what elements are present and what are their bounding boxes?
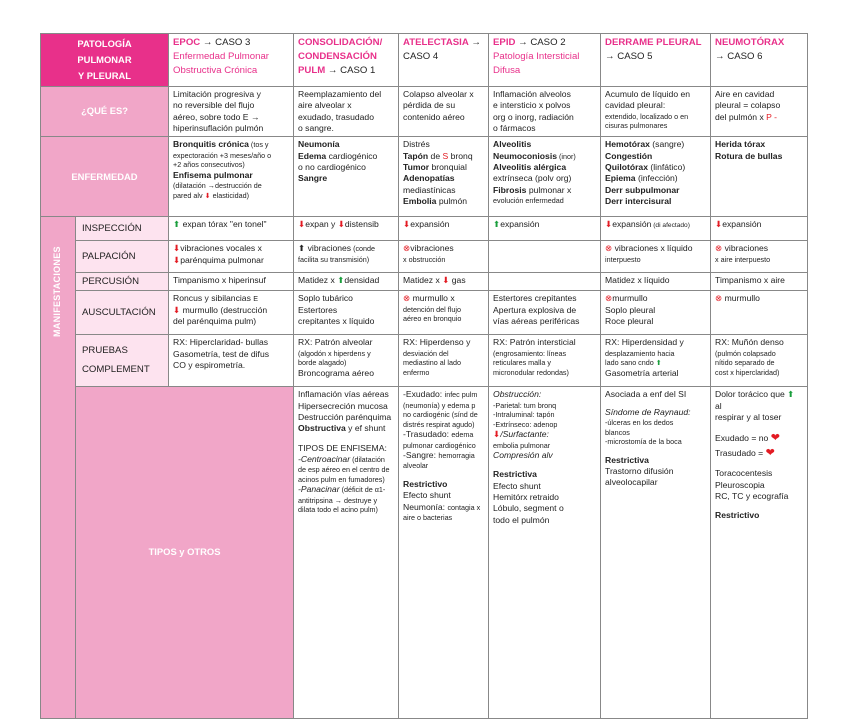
arrow-down-icon: ⬇ — [173, 243, 181, 254]
row-label-que-es: ¿QUÉ ES? — [41, 86, 169, 136]
header-neumotorax: NEUMOTÓRAX → CASO 6 — [711, 34, 808, 87]
no-entry-icon: ⊗ — [715, 293, 723, 304]
enfermedad-atelectasia: Distrés Tapón de S bronq Tumor bronquial Adenopatías mediastínicas Embolia pulmón — [399, 137, 489, 217]
pruebas-derrame: RX: Hiperdensidad y desplazamiento hacia lado sano cndo ⬆ Gasometría arterial — [601, 335, 711, 387]
percusion-epid — [489, 273, 601, 291]
pruebas-atelectasia: RX: Hiperdenso y desviación del mediastino al lado enfermo — [399, 335, 489, 387]
row-label-enfermedad: ENFERMEDAD — [41, 137, 169, 217]
arrow-down-icon: ⬇ — [173, 304, 181, 315]
pruebas-epoc: RX: Hiperclaridad- bullas Gasometría, test de difus CO y espirometría. — [169, 335, 294, 387]
inspeccion-atelectasia: ⬇expansión — [399, 217, 489, 241]
arrow-down-icon: ⬇ — [298, 219, 306, 230]
arrow-up-icon: ⬆ — [787, 389, 795, 400]
enfermedad-derrame: Hemotórax (sangre) Congestión Quilotórax (linfático) Epiema (infección) Derr subpulmonar Derr intercisural — [601, 137, 711, 217]
no-entry-icon: ⊗ — [605, 293, 613, 304]
arrow-down-icon: ⬇ — [493, 429, 501, 440]
arrow-down-icon: ⬇ — [403, 219, 411, 230]
arrow-down-icon: ⬇ — [173, 254, 181, 265]
enfermedad-epid: Alveolitis Neumoconiosis (inor) Alveolitis alérgica extrínseca (polv org) Fibrosis pulmonar x evolución enfermedad — [489, 137, 601, 217]
tipos-epid: Asociada a enf del SI Síndome de Raynaud: -úlceras en los dedos blancos -microstomía de la boca Restrictiva Trastorno difusión alveolocapilar — [601, 387, 711, 718]
no-entry-icon: ⊗ — [403, 243, 411, 254]
row-label-auscultacion: AUSCULTACIÓN — [76, 291, 169, 335]
que-es-neumotorax: Aire en cavidad pleural = colapso del pulmón x P - — [711, 86, 808, 136]
arrow-up-icon: ⬆ — [337, 275, 345, 286]
arrow-down-icon: ⬇ — [337, 219, 345, 230]
que-es-derrame: Acumulo de líquido en cavidad pleural: extendido, localizado o en cisuras pulmonares — [601, 86, 711, 136]
que-es-atelectasia: Colapso alveolar x pérdida de su contenido aéreo — [399, 86, 489, 136]
auscultacion-epoc: Roncus y sibilancias E ⬇ murmullo (destrucción del parénquima pulm) — [169, 291, 294, 335]
que-es-consolidacion: Reemplazamiento del aire alveolar x exudado, trasudado o sangre. — [294, 86, 399, 136]
header-consolidacion: CONSOLIDACIÓN/ CONDENSACIÓN PULM → CASO 1 — [294, 34, 399, 87]
que-es-epid: Inflamación alveolos e intersticio x polvos org o inorg, radiación o fármacos — [489, 86, 601, 136]
row-label-manifestaciones: MANIFESTACIONES — [41, 217, 76, 718]
arrow-up-icon: ⬆ — [298, 243, 306, 254]
arrow-up-icon: ⬆ — [655, 358, 662, 368]
auscultacion-epid: Estertores crepitantes Apertura explosiva de vías aéreas periféricas — [489, 291, 601, 335]
row-label-inspeccion: INSPECCIÓN — [76, 217, 169, 241]
row-label-tipos: TIPOS y OTROS — [76, 387, 294, 718]
percusion-derrame: Matidez x líquido — [601, 273, 711, 291]
auscultacion-atelectasia: ⊗ murmullo x detención del flujo aéreo en bronquio — [399, 291, 489, 335]
row-label-pruebas: PRUEBAS COMPLEMENT — [76, 335, 169, 387]
enfermedad-consolidacion: Neumonía Edema cardiogénico o no cardiogénico Sangre — [294, 137, 399, 217]
inspeccion-epid: ⬆expansión — [489, 217, 601, 241]
palpacion-consolidacion: ⬆ vibraciones (conde facilita su transmisión) — [294, 241, 399, 273]
palpacion-epid — [489, 241, 601, 273]
arrow-up-icon: ⬆ — [493, 219, 501, 230]
header-epid: EPID → CASO 2 Patología Intersticial Difusa — [489, 34, 601, 87]
percusion-epoc: Timpanismo x hiperinsuf — [169, 273, 294, 291]
tipos-epoc: Inflamación vías aéreas Hipersecreción mucosa Destrucción parénquima Obstructiva y ef shunt TIPOS DE ENFISEMA: -Centroacinar (dilatación de esp aéreo en el centro de acinos pulm en fumadores) -Panacinar (déficit de α1- antitripsina → destruye y dilata todo el acino pulm) — [294, 387, 399, 718]
row-label-palpacion: PALPACIÓN — [76, 241, 169, 273]
tipos-atelectasia: Obstrucción: -Parietal: tum bronq -Intraluminal: tapón -Extrínseco: adenop ⬇/Surfactante: embolia pulmonar Compresión alv Restrictiva Efecto shunt Hemitórx retraido Lóbulo, segment o todo el pulmón — [489, 387, 601, 718]
enfermedad-epoc: Bronquitis crónica (tos y expectoración +3 meses/año o +2 años consecutivos) Enfisema pulmonar (dilatación →destrucción de pared alv ⬇ elasticidad) — [169, 137, 294, 217]
pruebas-consolidacion: RX: Patrón alveolar (algodón x hiperdens y borde alagado) Broncograma aéreo — [294, 335, 399, 387]
heart-icon: ❤ — [770, 432, 780, 445]
auscultacion-derrame: ⊗murmullo Soplo pleural Roce pleural — [601, 291, 711, 335]
corner-header: PATOLOGÍA PULMONAR Y PLEURAL — [41, 34, 169, 87]
percusion-neumotorax: Timpanismo x aire — [711, 273, 808, 291]
enfermedad-neumotorax: Herida tórax Rotura de bullas — [711, 137, 808, 217]
header-atelectasia: ATELECTASIA → CASO 4 — [399, 34, 489, 87]
que-es-epoc: Limitación progresiva y no reversible del flujo aéreo, sobre todo E → hiperinsuflación pulmón — [169, 86, 294, 136]
no-entry-icon: ⊗ — [715, 243, 723, 254]
inspeccion-consolidacion: ⬇expan y ⬇distensib — [294, 217, 399, 241]
no-entry-icon: ⊗ — [605, 243, 613, 254]
header-epoc: EPOC → CASO 3 Enfermedad Pulmonar Obstructiva Crónica — [169, 34, 294, 87]
palpacion-derrame: ⊗ vibraciones x líquido interpuesto — [601, 241, 711, 273]
percusion-consolidacion: Matidez x ⬆densidad — [294, 273, 399, 291]
heart-icon: ❤ — [765, 446, 775, 459]
percusion-atelectasia: Matidez x ⬇ gas — [399, 273, 489, 291]
inspeccion-neumotorax: ⬇expansión — [711, 217, 808, 241]
palpacion-neumotorax: ⊗ vibraciones x aire interpuesto — [711, 241, 808, 273]
auscultacion-neumotorax: ⊗ murmullo — [711, 291, 808, 335]
tipos-derrame: Dolor torácico que ⬆ al respirar y al toser Exudado = no ❤ Trasudado = ❤ Toracocentesis Pleuroscopia RC, TC y ecografía Restrictivo — [711, 387, 808, 718]
arrow-down-icon: ⬇ — [715, 219, 723, 230]
auscultacion-consolidacion: Soplo tubárico Estertores crepitantes x líquido — [294, 291, 399, 335]
inspeccion-epoc: ⬆ expan tórax "en tonel" — [169, 217, 294, 241]
inspeccion-derrame: ⬇expansión (di afectado) — [601, 217, 711, 241]
pruebas-epid: RX: Patrón intersticial (engrosamiento: líneas reticulares malla y micronodular redondas) — [489, 335, 601, 387]
row-label-percusion: PERCUSIÓN — [76, 273, 169, 291]
tipos-consolidacion: -Exudado: infec pulm (neumonía) y edema p no cardiogénic (sínd de distrés respirat agudo) -Trasudado: edema pulmonar cardiogénico -Sangre: hemorragia alveolar Restrictivo Efecto shunt Neumonía: contagia x aire o bacterias — [399, 387, 489, 718]
header-derrame: DERRAME PLEURAL → CASO 5 — [601, 34, 711, 87]
no-entry-icon: ⊗ — [403, 293, 411, 304]
palpacion-epoc: ⬇vibraciones vocales x ⬇parénquima pulmonar — [169, 241, 294, 273]
arrow-down-icon: ⬇ — [442, 275, 450, 286]
arrow-up-icon: ⬆ — [173, 219, 181, 230]
arrow-down-icon: ⬇ — [605, 219, 613, 230]
pathology-table — [40, 33, 808, 719]
pruebas-neumotorax: RX: Muñón denso (pulmón colapsado nítido separado de cost x hiperclaridad) — [711, 335, 808, 387]
palpacion-atelectasia: ⊗vibraciones x obstrucción — [399, 241, 489, 273]
arrow-down-icon: ⬇ — [204, 190, 211, 200]
